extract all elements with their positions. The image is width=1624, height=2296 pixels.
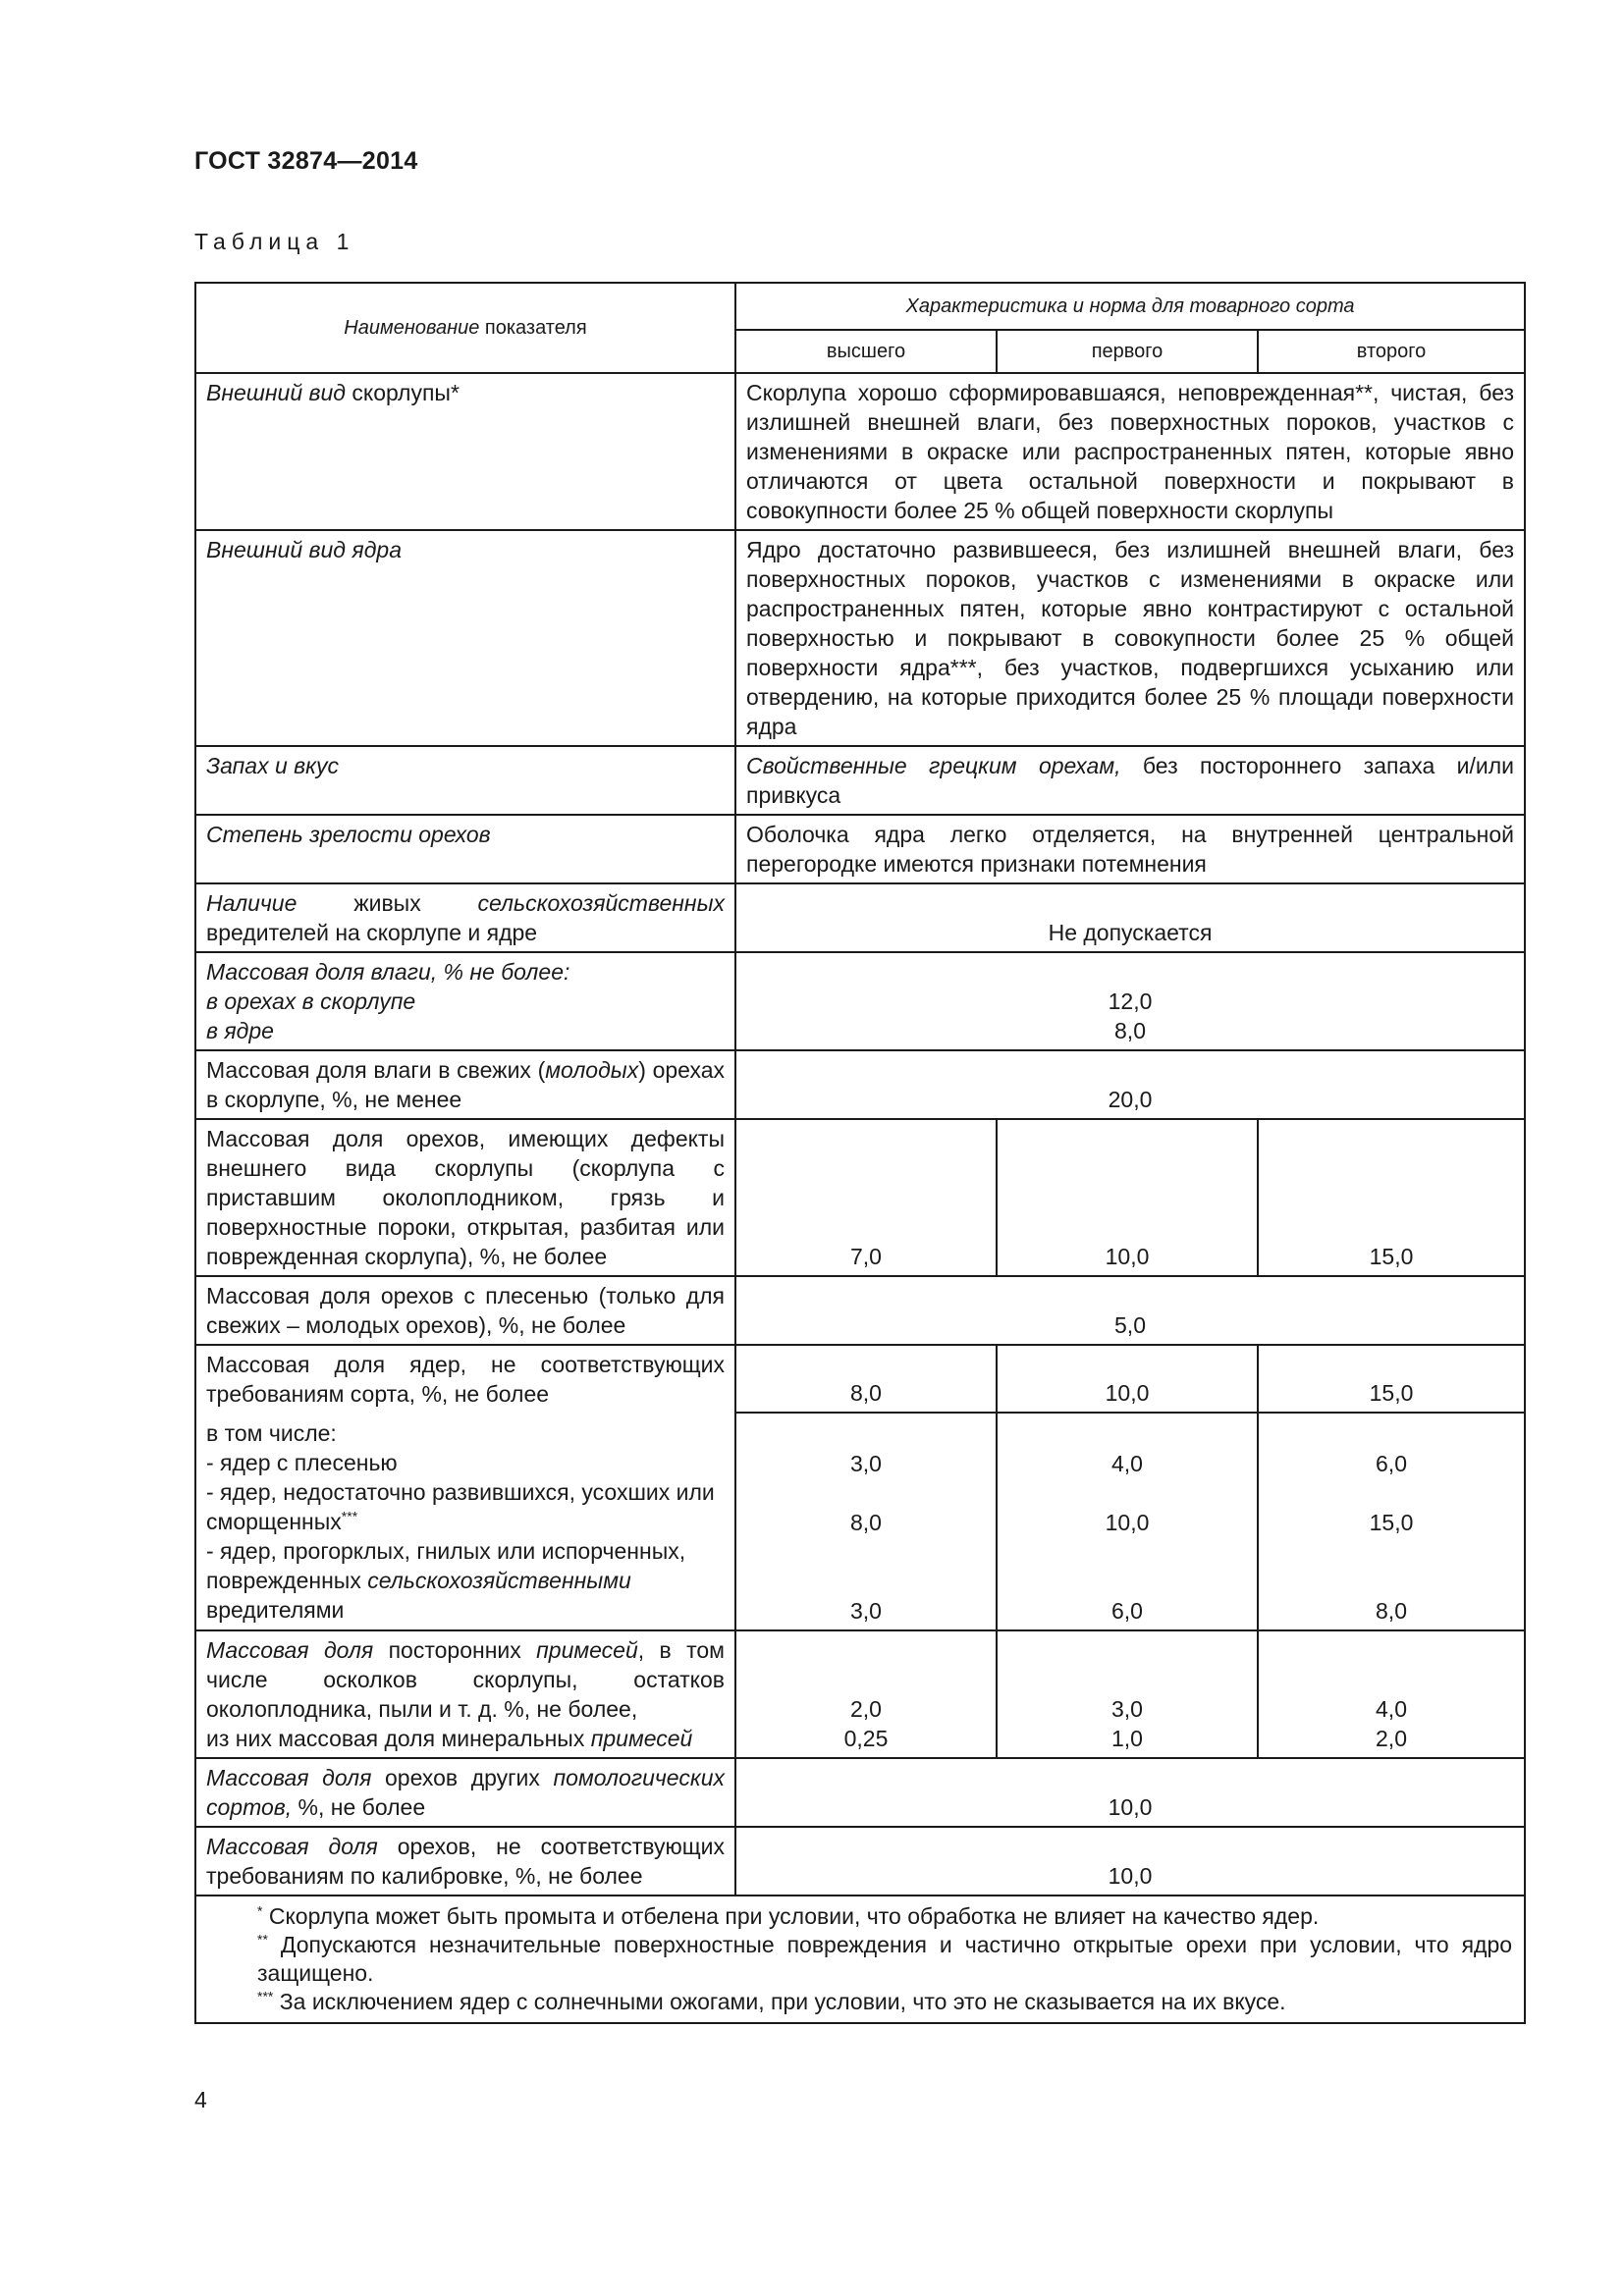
table-row bbox=[195, 1050, 1525, 1119]
table-row bbox=[195, 1630, 1525, 1758]
indicator-norm: 10,0 bbox=[735, 1827, 1525, 1896]
subitem-rancid: - ядер, прогорклых, гнилых или испорченных, поврежденных сельскохозяйственными вредителями bbox=[206, 1538, 686, 1623]
indicator-norm: Не допускается bbox=[735, 883, 1525, 952]
value-first: 4,0 10,0 6,0 bbox=[997, 1413, 1258, 1630]
indicator-name: Наличие живых сельскохозяйственных вредителей на скорлупе и ядре bbox=[195, 883, 735, 952]
value-highest: 2,0 0,25 bbox=[735, 1630, 997, 1758]
table-row bbox=[195, 1758, 1525, 1827]
column-header-name: Наименование показателя bbox=[195, 283, 735, 373]
indicator-name: Массовая доля орехов, не соответствующих требованиям по калибровке, %, не более bbox=[195, 1827, 735, 1896]
value-highest: 7,0 bbox=[735, 1119, 997, 1276]
indicator-name: Массовая доля орехов с плесенью (только для свежих – молодых орехов), %, не более bbox=[195, 1276, 735, 1345]
indicator-name: Массовая доля орехов других помологических сортов, %, не более bbox=[195, 1758, 735, 1827]
page-number: 4 bbox=[194, 2087, 207, 2112]
table-row bbox=[195, 530, 1525, 746]
grade-header-first: первого bbox=[997, 330, 1258, 373]
indicator-name: Степень зрелости орехов bbox=[195, 815, 735, 883]
table-row bbox=[195, 815, 1525, 883]
table-notes bbox=[195, 1896, 1525, 2023]
column-header-group: Характеристика и норма для товарного сорта bbox=[735, 283, 1525, 330]
indicator-name: Внешний вид скорлупы* bbox=[195, 373, 735, 530]
table-row bbox=[195, 373, 1525, 530]
table-caption: Таблица 1 bbox=[194, 229, 355, 254]
document-code: ГОСТ 32874—2014 bbox=[194, 147, 418, 175]
note-2: ** Допускаются незначительные поверхностные повреждения и частично открытые орехи при условии, что ядро защищено. bbox=[257, 1931, 1513, 1986]
indicator-name bbox=[195, 1413, 735, 1630]
note-3: *** За исключением ядер с солнечными ожогами, при условии, что это не сказывается на их вкусе. bbox=[257, 1988, 1286, 2014]
indicator-norm: Скорлупа хорошо сформировавшаяся, неповрежденная**, чистая, без излишней внешней влаги, без поверхностных пороков, участков с изменениями в окраске или распространенных пятен, которые явно отличаются от цвета остальной поверхности и покрывают в совокупности более 25 % общей поверхности скорлупы bbox=[735, 373, 1525, 530]
subitem-underdeveloped: - ядер, недостаточно развившихся, усохших или сморщенных*** bbox=[206, 1479, 715, 1534]
table-row-subitems bbox=[195, 1413, 1525, 1630]
requirements-table bbox=[194, 282, 1526, 2024]
note-1: * Скорлупа может быть промыта и отбелена при условии, что обработка не влияет на качество ядер. bbox=[257, 1902, 1320, 1929]
value-first: 10,0 bbox=[997, 1119, 1258, 1276]
indicator-name: Массовая доля посторонних примесей, в том числе осколков скорлупы, остатков околоплодника, пыли и т. д. %, не более, из них массовая доля минеральных примесей bbox=[195, 1630, 735, 1758]
subitems-intro: в том числе: bbox=[206, 1420, 337, 1446]
grade-header-highest: высшего bbox=[735, 330, 997, 373]
indicator-norm: 20,0 bbox=[735, 1050, 1525, 1119]
value-highest: 3,0 8,0 3,0 bbox=[735, 1413, 997, 1630]
value-second: 4,0 2,0 bbox=[1258, 1630, 1525, 1758]
value-second: 6,0 15,0 8,0 bbox=[1258, 1413, 1525, 1630]
table-row bbox=[195, 746, 1525, 815]
indicator-name: Массовая доля ядер, не соответствующих требованиям сорта, %, не более bbox=[195, 1345, 735, 1413]
table-row bbox=[195, 1276, 1525, 1345]
indicator-name: Массовая доля влаги, % не более: в орехах в скорлупе в ядре bbox=[195, 952, 735, 1050]
indicator-norm: 10,0 bbox=[735, 1758, 1525, 1827]
table-row bbox=[195, 952, 1525, 1050]
indicator-norm: 12,0 8,0 bbox=[735, 952, 1525, 1050]
value-second: 15,0 bbox=[1258, 1345, 1525, 1413]
indicator-name: Запах и вкус bbox=[195, 746, 735, 815]
grade-header-second: второго bbox=[1258, 330, 1525, 373]
indicator-name: Массовая доля влаги в свежих (молодых) орехах в скорлупе, %, не менее bbox=[195, 1050, 735, 1119]
table-notes-row bbox=[195, 1896, 1525, 2023]
indicator-norm: 5,0 bbox=[735, 1276, 1525, 1345]
value-highest: 8,0 bbox=[735, 1345, 997, 1413]
table-row bbox=[195, 883, 1525, 952]
table-row bbox=[195, 1345, 1525, 1413]
indicator-name: Внешний вид ядра bbox=[195, 530, 735, 746]
subitem-mold: - ядер с плесенью bbox=[206, 1450, 398, 1475]
table-header-row bbox=[195, 283, 1525, 330]
value-second: 15,0 bbox=[1258, 1119, 1525, 1276]
table-row bbox=[195, 1119, 1525, 1276]
indicator-norm: Ядро достаточно развившееся, без излишней внешней влаги, без поверхностных пороков, участков с изменениями в окраске или распространенных пятен, которые явно контрастируют с остальной поверхностью и покрывают в совокупности более 25 % общей поверхности ядра***, без участков, подвергшихся усыханию или отвердению, на которые приходится более 25 % площади поверхности ядра bbox=[735, 530, 1525, 746]
value-first: 10,0 bbox=[997, 1345, 1258, 1413]
indicator-norm: Свойственные грецким орехам, без постороннего запаха и/или привкуса bbox=[735, 746, 1525, 815]
indicator-name: Массовая доля орехов, имеющих дефекты внешнего вида скорлупы (скорлупа с приставшим околоплодником, грязь и поверхностные пороки, открытая, разбитая или поврежденная скорлупа), %, не более bbox=[195, 1119, 735, 1276]
table-row bbox=[195, 1827, 1525, 1896]
indicator-norm: Оболочка ядра легко отделяется, на внутренней центральной перегородке имеются признаки потемнения bbox=[735, 815, 1525, 883]
value-first: 3,0 1,0 bbox=[997, 1630, 1258, 1758]
